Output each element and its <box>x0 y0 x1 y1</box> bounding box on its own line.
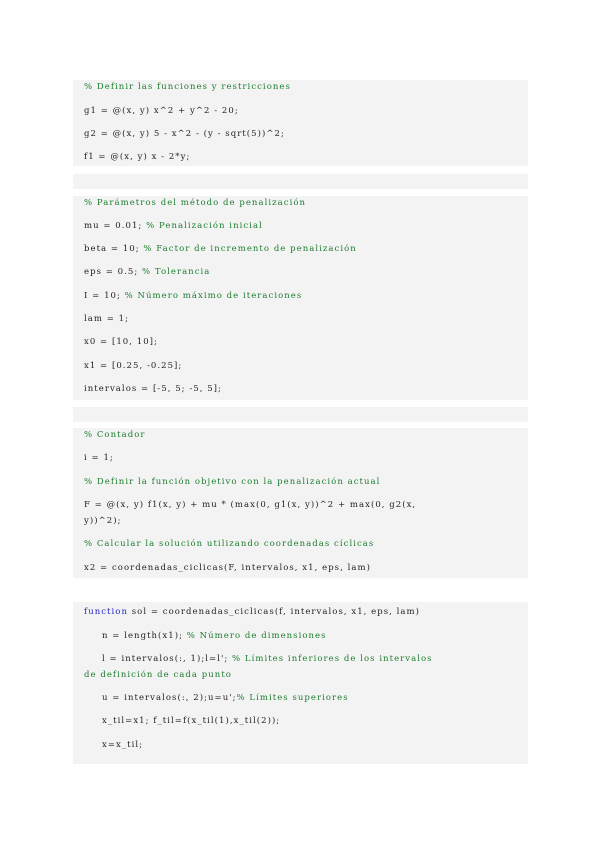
code-text: n = length(x1); <box>102 631 187 641</box>
code-text: eps = 0.5; <box>84 267 142 277</box>
code-text: I = 10; <box>84 291 125 301</box>
code-line-x-assign: x=x_til; <box>102 740 144 750</box>
code-line-n <box>102 630 327 642</box>
code-line-g1: g1 = @(x, y) x^2 + y^2 - 20; <box>84 106 239 116</box>
code-line-g2: g2 = @(x, y) 5 - x^2 - (y - sqrt(5))^2; <box>84 129 285 139</box>
code-text: u = intervalos(:, 2);u=u'; <box>102 693 237 703</box>
comment-line: % Definir la función objetivo con la penalización actual <box>84 477 381 487</box>
code-line-x0: x0 = [10, 10]; <box>84 337 158 347</box>
code-text: sol = coordenadas_ciclicas(f, intervalos, x1, eps, lam) <box>127 607 421 617</box>
code-line-x1: x1 = [0.25, -0.25]; <box>84 361 183 371</box>
code-line-mu <box>84 220 263 232</box>
code-line-lam: lam = 1; <box>84 314 130 324</box>
code-line-u <box>102 692 349 704</box>
code-line-xtil: x_til=x1; f_til=f(x_til(1),x_til(2)); <box>102 716 281 726</box>
code-text: beta = 10; <box>84 244 144 254</box>
comment-line: % Contador <box>84 430 146 440</box>
code-line-F-1: F = @(x, y) f1(x, y) + mu * (max(0, g1(x, y))^2 + max(0, g2(x, <box>84 500 417 510</box>
code-text: mu = 0.01; <box>84 221 147 231</box>
code-line-l-2: de definición de cada punto <box>84 670 232 680</box>
inline-comment: % Límites superiores <box>236 693 349 703</box>
code-line-x2: x2 = coordenadas_ciclicas(F, intervalos, x1, eps, lam) <box>84 563 371 573</box>
code-line-eps <box>84 266 210 278</box>
code-line-F-2: y))^2); <box>84 516 122 526</box>
code-text: l = intervalos(:, 1);l=l'; <box>102 654 232 664</box>
inline-comment: % Número de dimensiones <box>186 631 327 641</box>
code-line-i: i = 1; <box>84 453 114 463</box>
comment-line: % Calcular la solución utilizando coordenadas cíclicas <box>84 539 375 549</box>
code-line-intervalos: intervalos = [-5, 5; -5, 5]; <box>84 384 222 394</box>
separator-band <box>73 174 528 189</box>
inline-comment: % Tolerancia <box>142 267 211 277</box>
inline-comment: % Penalización inicial <box>146 221 263 231</box>
keyword-function: function <box>84 607 128 617</box>
code-line-beta <box>84 243 357 255</box>
inline-comment: % Número máximo de iteraciones <box>124 291 303 301</box>
inline-comment: % Límites inferiores de los intervalos <box>232 654 433 664</box>
code-line-f1: f1 = @(x, y) x - 2*y; <box>84 152 191 162</box>
comment-line: % Definir las funciones y restricciones <box>84 82 291 92</box>
comment-line: % Parámetros del método de penalización <box>84 198 307 208</box>
inline-comment: % Factor de incremento de penalización <box>143 244 357 254</box>
code-line-I <box>84 290 302 302</box>
code-line-l-1 <box>102 653 433 665</box>
code-line-function <box>84 606 420 618</box>
separator-band <box>73 407 528 422</box>
